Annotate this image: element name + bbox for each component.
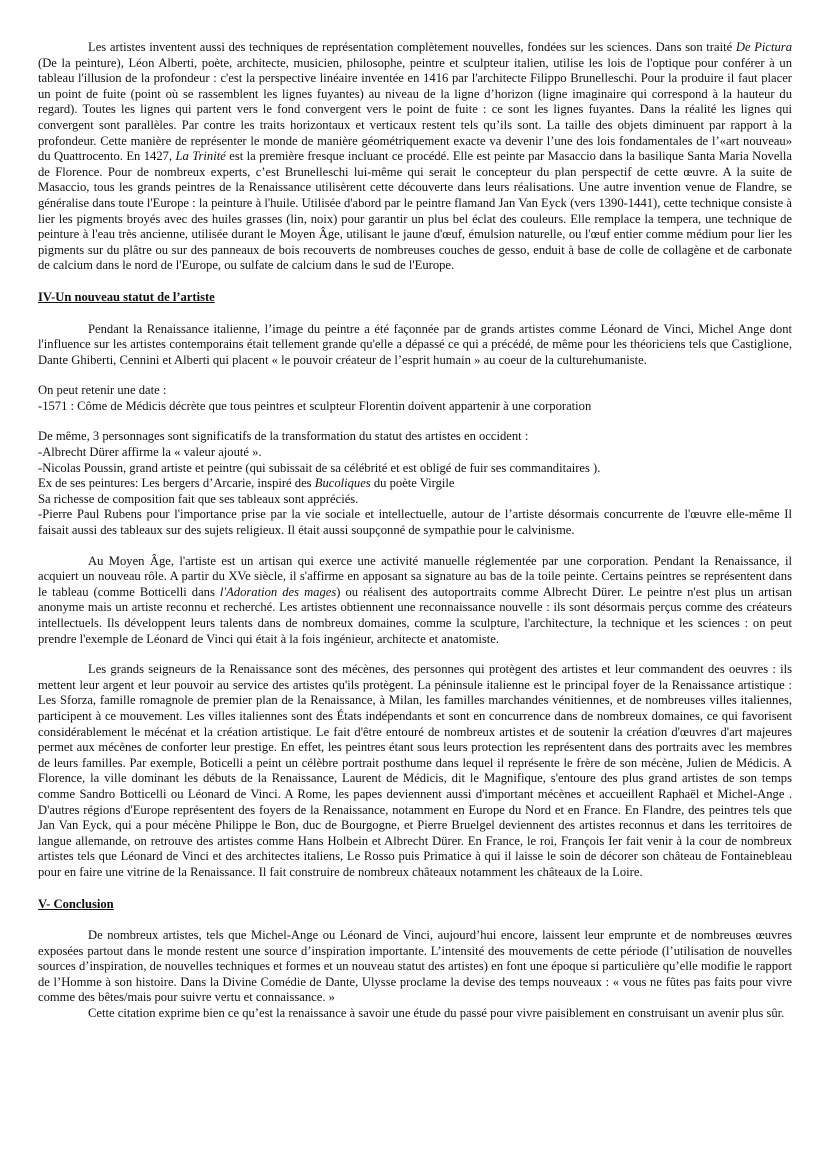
person-rubens: -Pierre Paul Rubens pour l'importance prise par la vie sociale et intellectuelle, autour de l’artiste désormais concurrente de l'œuvre elle-même Il faisait aussi des tableaux sur des sujets religieux. Il était aussi soupçonné de sympathie pour le calvinisme. [38,507,792,538]
text-run: du poète Virgile [370,476,455,491]
italic-title-la-trinite: La Trinité [175,149,226,164]
text-run: est la première fresque incluant ce procédé. Elle est peinte par Masaccio dans la basilique Santa Maria Novella de Florence. Pour de nombreux experts, c’est Brunelleschi lui-même qui serait le concepteur du plan perspectif de cette œuvre. A la suite de Masaccio, tous les grands peintres de la Renaissance utilisèrent cette découverte dans leurs réalisations. Une autre invention venue de Flandre, se généralise dans toute l'Europe : la peinture à l'huile. Utilisée d'abord par le peintre flamand Jan Van Eyck (vers 1390-1441), cette technique consiste à lier les pigments broyés avec des huiles grasses (lin, noix) pour garantir un plus bel éclat des couleurs. Elle remplace la tempera, une technique de peinture à l'eau très ancienne, utilisée durant le Moyen Âge, utilisant le jaune d'œuf, émulsion naturelle, ou l'œuf entier comme médium pour lier les pigments sur du plâtre ou sur des panneaux de bois recouverts de nombreuses couches de gesso, enduit à base de colle de collagène et de carbonate de calcium dans le nord de l'Europe, ou sulfate de calcium dans le sud de l'Europe. [38,149,792,273]
date-intro: On peut retenir une date : [38,383,167,398]
paragraph-conclusion: De nombreux artistes, tels que Michel-Ange ou Léonard de Vinci, aujourd’hui encore, laissent leur emprunte et de nombreuses œuvres exposées partout dans le monde restent une source d’inspiration importante. L’intensité des mouvements de cette période (l’utilisation de nouvelles sources d’inspiration, de nouvelles techniques et formes et un nouveau statut des artistes) en font une époque si particulière qu’elle modifie le rapport de l’Homme à son histoire. Dans la Divine Comédie de Dante, Ulysse proclame la devise des temps nouveaux : « vous ne fûtes pas faits pour vivre comme des bêtes/mais pour suivre vertu et connaissance. » [38,928,792,1005]
paragraph-image-peintre: Pendant la Renaissance italienne, l’image du peintre a été façonnée par de grands artistes comme Léonard de Vinci, Michel Ange dont l'influence sur les artistes contemporains était tellement grande qu'elle a dépassé ce qui a précédé, de même pour les théoriciens tels que Castiglione, Dante Ghiberti, Cennini et Alberti qui placent « le pouvoir créateur de l’esprit humain » au coeur de la culturehumaniste. [38,321,792,367]
italic-title-bucoliques: Bucoliques [314,476,371,491]
text-run: ) ou réalisent des autoportraits comme Albrecht Dürer. Le peintre n'est plus un artisan anonyme mais un artiste reconnu et recherché. Les artistes obtiennent une reconnaissance nouvelle : ils sont désormais perçus comme des créateurs intellectuels. Ils développent leurs talents dans de nombreux domaines, comme la sculpture, l'architecture, la technique et les sciences : on peut prendre l'exemple de Léonard de Vinci qui était à la fois ingénieur, architecte et anatomiste. [38,584,792,646]
section-heading-v: V- Conclusion [38,896,114,911]
paragraph-citation: Cette citation exprime bien ce qu’est la renaissance à savoir une étude du passé pour vivre paisiblement en construisant un avenir plus sûr. [88,1006,785,1021]
persons-intro: De même, 3 personnages sont significatifs de la transformation du statut des artistes en occident : [38,429,529,444]
italic-title-adoration: l'Adoration des mages [219,584,337,599]
paragraph-perspective [38,40,792,274]
text-run: (De la peinture), Léon Alberti, poète, architecte, musicien, philosophe, peintre et sculpteur italien, utilise les lois de l'optique pour conférer à un tableau l'illusion de la profondeur : c'est la perspective linéaire inventée en 1416 par l'architecte Filippo Brunelleschi. Pour la produire il faut placer un point de fuite (point où se rassemblent les lignes fuyantes) au niveau de la ligne d’horizon (ligne imaginaire qui correspond à la hauteur du regard). Toutes les lignes qui partent vers le fond convergent vers le point de fuite : ce sont les lignes fuyantes. Dans la réalité les lignes qui convergent sont parallèles. Par contre les traits horizontaux et verticaux restent tels qu’ils sont. La taille des objets diminuent par rapport à la profondeur. Cette manière de représenter le monde de manière géométriquement exacte va devenir l’une des lois fondamentales de l’«art nouveau» du Quattrocento. En 1427, [38,55,792,164]
text-run: Au Moyen Âge, l'artiste est un artisan qui exerce une activité manuelle réglementée par une corporation. Pendant la Renaissance, il acquiert un nouveau rôle. A partir du XVe siècle, il s'affirme en apposant sa signature au bas de la toile peinte. Certains peintres se représentent dans le tableau (comme Botticelli dans [38,553,792,599]
poussin-richesse: Sa richesse de composition fait que ses tableaux sont appréciés. [38,491,359,506]
text-run: Les artistes inventent aussi des techniques de représentation complètement nouvelles, fondées sur les sciences. Dans son traité [88,40,736,54]
paragraph-mecenes: Les grands seigneurs de la Renaissance sont des mécènes, des personnes qui protègent des artistes et leur commandent des oeuvres : ils mettent leur argent et leur pouvoir au service des artistes qu'ils protègent. La péninsule italienne est le principal foyer de la Renaissance artistique : Les Sforza, famille romagnole de premier plan de la Renaissance, à Milan, les familles marchandes vénitiennes, et de nombreuses villes italiennes, participent à ce mouvement. Les villes italiennes sont des États indépendants et sont en concurrence dans de nombreux domaines, ce qui favorisent considérablement le mécénat et la création artistique. Le fait d'être entouré de nombreux artistes et de soutenir la création d'œuvres d'art majeures permet aux mécènes de conforter leur prestige. En effet, les peintres étant sous leurs protection les représentent dans des portraits avec les membres de leurs familles. Par exemple, Boticelli a peint un célèbre portrait posthume dans lequel il représente le frère de son mécène, Julien de Médicis. A Florence, la ville dominant les débuts de la Renaissance, Laurent de Médicis, dit le Magnifique, s'entoure des plus grand artistes de son temps comme Sandro Botticelli ou Léonard de Vinci. A Rome, les papes deviennent aussi d'important mécènes et accueillent Raphaël et Michel-Ange . D'autres régions d'Europe représentent des foyers de la Renaissance, notamment en Europe du Nord et en France. En Flandre, des peintres tels que Jan Van Eyck, qui a pour mécène Philippe le Bon, duc de Bourgogne, et Pierre Bruelgel deviennent des artistes reconnus et dans les territoires de langue allemande, on retrouve des artistes comme Hans Holbein et Albrecht Dürer. En France, le roi, François Ier fait venir à la cour de nombreux artistes tels que Léonard de Vinci et des architectes italiens, Le Rosso puis Primatice à qui il laisse le soin de décorer son château de Fontainebleau pour en faire une vitrine de la Renaissance. Il fait construire de nombreux châteaux notamment les châteaux de la Loire. [38,662,792,879]
person-durer: -Albrecht Dürer affirme la « valeur ajouté ». [38,445,262,460]
paragraph-artisan-artiste [38,554,792,648]
date-item: -1571 : Côme de Médicis décrète que tous peintres et sculpteur Florentin doivent appartenir à une corporation [38,398,592,413]
text-run: Ex de ses peintures: Les bergers d’Arcarie, inspiré des [38,476,315,491]
poussin-example [38,476,792,492]
section-heading-iv: IV-Un nouveau statut de l’artiste [38,289,215,304]
person-poussin: -Nicolas Poussin, grand artiste et peintre (qui subissait de sa célébrité et est obligé de fuir ses commanditaires ). [38,460,601,475]
italic-title-de-pictura: De Pictura [735,40,792,54]
